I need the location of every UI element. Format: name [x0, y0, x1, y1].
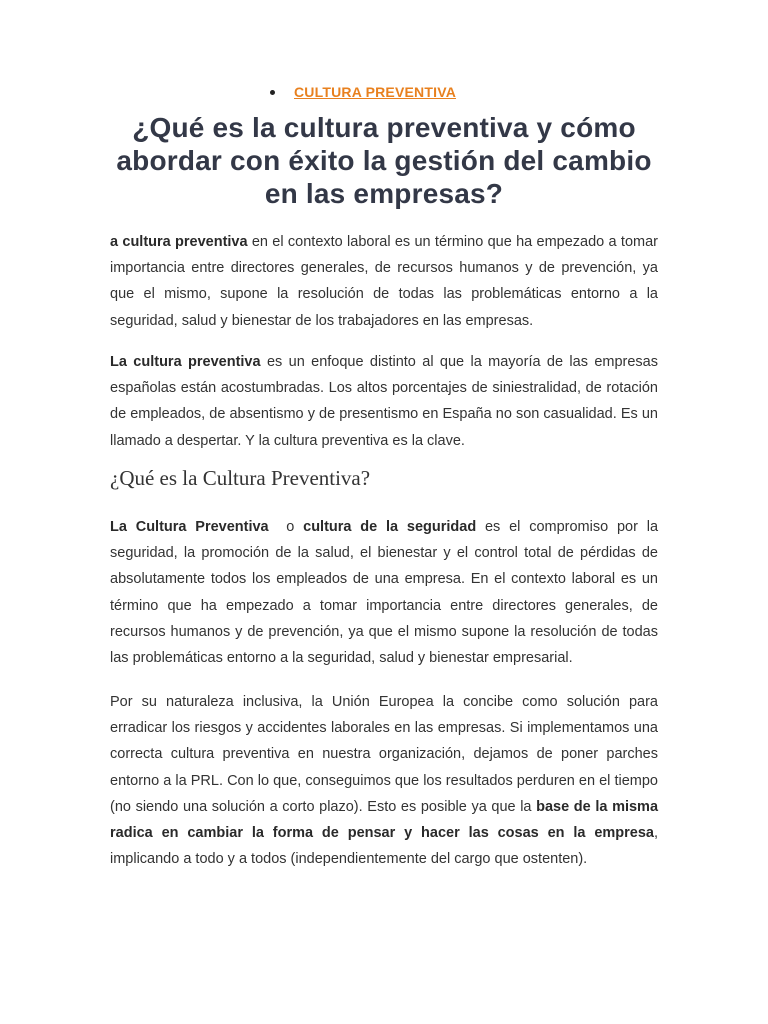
paragraph-text: es el compromiso por la seguridad, la promoción de la salud, el bienestar y el control total de pérdidas de absolutamente todos los empleados de una empresa. En el contexto laboral es un término que ha empezado a tomar importancia entre directores generales, de recursos humanos y de prevención, ya que el mismo supone la resolución de todas las problemáticas entorno a la seguridad, salud y bienestar empresarial. — [110, 519, 659, 667]
paragraph-text: , implicando a todo y a todos (independientemente del cargo que ostenten). — [110, 825, 658, 868]
paragraph-text: es un enfoque distinto al que la mayoría de las empresas españolas están acostumbradas. Los altos porcentajes de siniestralidad, de rotación de empleados, de absentismo y de presentismo en España no son casualidad. Es un llamado a despertar. Y la cultura preventiva es la clave. — [110, 354, 658, 449]
bold-term: cultura de la seguridad — [303, 519, 477, 535]
paragraph-context — [110, 349, 658, 454]
paragraph-text: o — [268, 519, 304, 535]
category-link[interactable]: CULTURA PREVENTIVA — [294, 84, 457, 100]
bullet-icon — [270, 90, 275, 95]
paragraph-definition — [110, 514, 658, 671]
category-list — [270, 84, 456, 100]
bold-term: La cultura preventiva — [110, 354, 261, 370]
category-list-item — [270, 84, 456, 100]
article-title: ¿Qué es la cultura preventiva y cómo abordar con éxito la gestión del cambio en las empresas? — [116, 112, 652, 209]
paragraph-text: Por su naturaleza inclusiva, la Unión Europea la concibe como solución para erradicar los riesgos y accidentes laborales en las empresas. Si implementamos una correcta cultura preventiva en nuestra organización, dejamos de poner parches entorno a la PRL. Con lo que, conseguimos que los resultados perduren en el tiempo (no siendo una solución a corto plazo). Esto es posible ya que la — [110, 694, 658, 815]
bold-term: a cultura preventiva — [110, 234, 248, 250]
section-heading: ¿Qué es la Cultura Preventiva? — [110, 466, 371, 490]
paragraph-eu — [110, 689, 658, 872]
bold-term: La Cultura Preventiva — [110, 519, 269, 535]
paragraph-text: en el contexto laboral es un término que ha empezado a tomar importancia entre directores generales, de recursos humanos y de prevención, ya que el mismo, supone la resolución de todas las problemáticas entorno a la seguridad, salud y bienestar de los trabajadores en las empresas. — [110, 234, 658, 329]
paragraph-intro — [110, 229, 658, 334]
bold-phrase: base de la misma radica en cambiar la forma de pensar y hacer las cosas en la empresa — [110, 798, 659, 842]
